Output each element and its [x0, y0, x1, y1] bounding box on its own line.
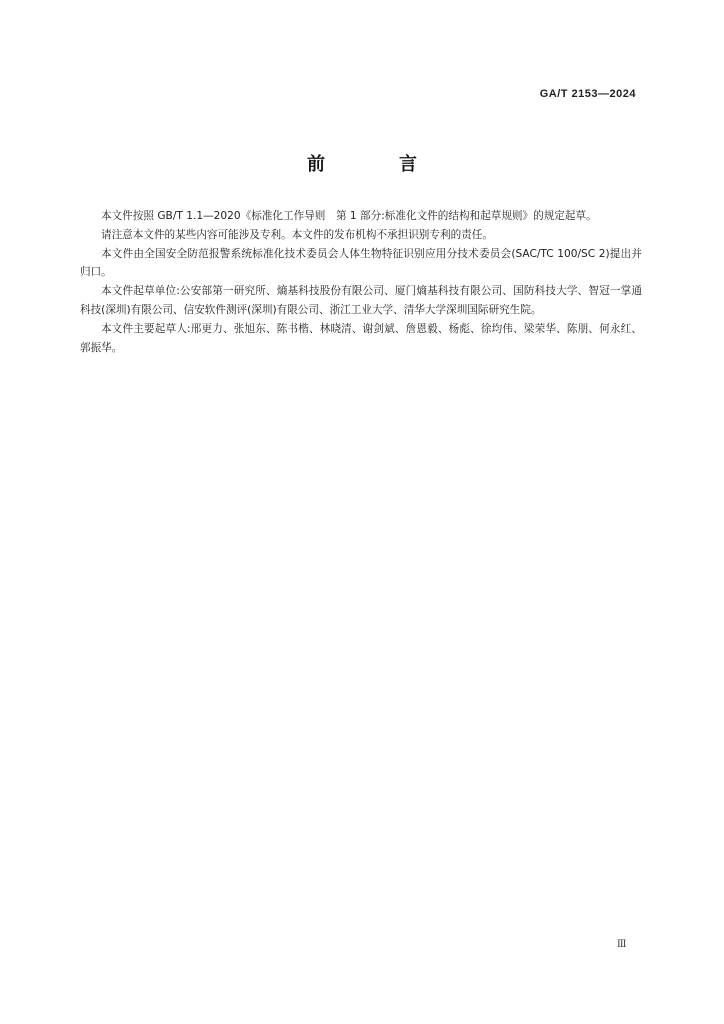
page-title: 前 言 [307, 154, 445, 175]
paragraph-proposer: 本文件由全国安全防范报警系统标准化技术委员会人体生物特征识别应用分技术委员会(SAC/TC 100/SC 2)提出并归口。 [80, 247, 642, 279]
paragraph-drafting-units: 本文件起草单位:公安部第一研究所、熵基科技股份有限公司、厦门熵基科技有限公司、国防科技大学、智冠一掌通科技(深圳)有限公司、信安软件测评(深圳)有限公司、浙江工业大学、清华大学深圳国际研究生院。 [80, 285, 642, 316]
paragraph-drafting-rules: 本文件按照 GB/T 1.1—2020《标准化工作导则 第 1 部分:标准化文件的结构和起草规则》的规定起草。 [101, 210, 597, 222]
page-number: Ⅲ [616, 939, 626, 950]
preface-body [80, 207, 642, 357]
standard-code: GA/T 2153—2024 [539, 88, 636, 100]
paragraph-patent-notice: 请注意本文件的某些内容可能涉及专利。本文件的发布机构不承担识别专利的责任。 [101, 228, 493, 241]
paragraph-drafters: 本文件主要起草人:邢更力、张旭东、陈书楷、林晓清、谢剑斌、詹恩毅、杨彪、徐均伟、梁荣华、陈朋、何永红、郭振华。 [80, 322, 642, 354]
